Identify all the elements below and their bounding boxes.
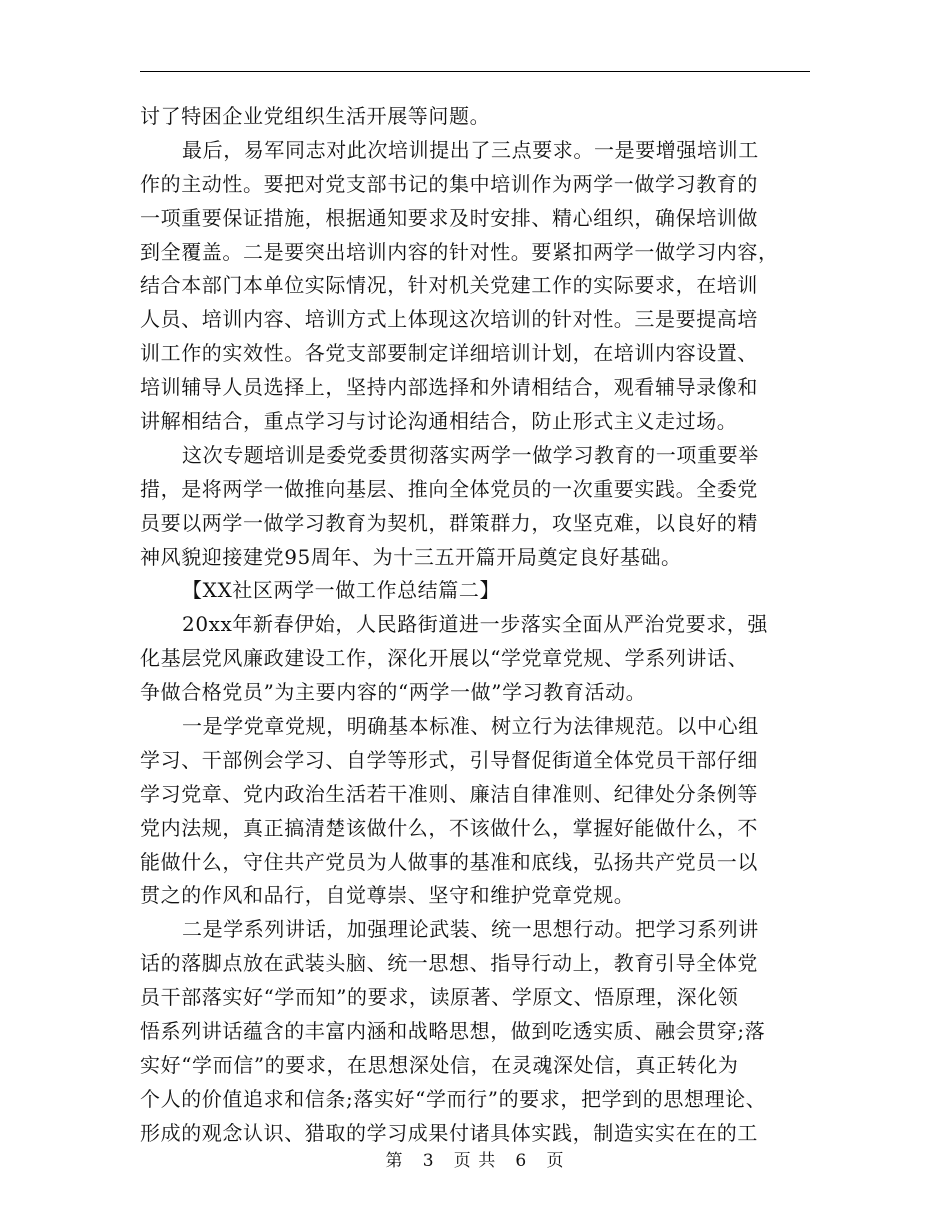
page-footer	[0, 1150, 950, 1172]
footer-suffix: 页	[546, 1151, 565, 1171]
text-line: 训工作的实效性。各党支部要制定详细培训计划，在培训内容设置、	[140, 341, 758, 366]
text-line: 个人的价值追求和信条;落实好“学而行”的要求，把学到的思想理论、	[140, 1086, 767, 1111]
text-line: 一项重要保证措施，根据通知要求及时安排、精心组织，确保培训做	[140, 205, 758, 230]
text-line: 实好“学而信”的要求，在思想深处信，在灵魂深处信，真正转化为	[140, 1052, 739, 1077]
text-line: 到全覆盖。二是要突出培训内容的针对性。要紧扣两学一做学习内容，	[140, 239, 779, 264]
text-line: 化基层党风廉政建设工作，深化开展以“学党章党规、学系列讲话、	[140, 646, 749, 671]
text-line: 员干部落实好“学而知”的要求，读原著、学原文、悟原理，深化领	[140, 985, 739, 1010]
text-line: 神风貌迎接建党95周年、为十三五开篇开局奠定良好基础。	[140, 544, 682, 569]
text-line: 讲解相结合，重点学习与讨论沟通相结合，防止形式主义走过场。	[140, 409, 738, 434]
text-line: 悟系列讲话蕴含的丰富内涵和战略思想，做到吃透实质、融会贯穿;落	[140, 1019, 766, 1044]
text-line: 【XX社区两学一做工作总结篇二】	[182, 578, 501, 603]
footer-middle: 页 共	[453, 1151, 497, 1171]
text-line: 贯之的作风和品行，自觉尊崇、坚守和维护党章党规。	[140, 883, 635, 908]
text-line: 党内法规，真正搞清楚该做什么，不该做什么，掌握好能做什么，不	[140, 815, 758, 840]
text-line: 最后，易军同志对此次培训提出了三点要求。一是要增强培训工	[182, 137, 759, 162]
text-line: 二是学系列讲话，加强理论武装、统一思想行动。把学习系列讲	[182, 917, 759, 942]
footer-current-page: 3	[422, 1151, 435, 1171]
text-line: 结合本部门本单位实际情况，针对机关党建工作的实际要求，在培训	[140, 273, 758, 298]
text-line: 一是学党章党规，明确基本标准、树立行为法律规范。以中心组	[182, 714, 759, 739]
text-line: 措，是将两学一做推向基层、推向全体党员的一次重要实践。全委党	[140, 476, 758, 501]
header-rule	[140, 71, 810, 72]
text-line: 话的落脚点放在武装头脑、统一思想、指导行动上，教育引导全体党	[140, 951, 758, 976]
text-line: 讨了特困企业党组织生活开展等问题。	[140, 104, 491, 128]
text-line: 员要以两学一做学习教育为契机，群策群力，攻坚克难，以良好的精	[140, 510, 758, 535]
text-line: 学习党章、党内政治生活若干准则、廉洁自律准则、纪律处分条例等	[140, 781, 758, 806]
text-line: 作的主动性。要把对党支部书记的集中培训作为两学一做学习教育的	[140, 171, 758, 196]
text-line: 人员、培训内容、培训方式上体现这次培训的针对性。三是要提高培	[140, 307, 758, 332]
footer-total-pages: 6	[515, 1151, 528, 1171]
document-body	[140, 100, 816, 1151]
text-line: 20xx年新春伊始，人民路街道进一步落实全面从严治党要求，强	[182, 612, 769, 637]
text-line: 争做合格党员”为主要内容的“两学一做”学习教育活动。	[140, 680, 647, 705]
text-line: 形成的观念认识、猎取的学习成果付诸具体实践，制造实实在在的工	[140, 1120, 758, 1145]
text-line: 学习、干部例会学习、自学等形式，引导督促街道全体党员干部仔细	[140, 747, 758, 772]
footer-prefix: 第	[385, 1151, 404, 1171]
text-line: 这次专题培训是委党委贯彻落实两学一做学习教育的一项重要举	[182, 442, 759, 467]
text-line: 能做什么，守住共产党员为人做事的基准和底线，弘扬共产党员一以	[140, 849, 758, 874]
text-line: 培训辅导人员选择上，坚持内部选择和外请相结合，观看辅导录像和	[140, 375, 758, 400]
